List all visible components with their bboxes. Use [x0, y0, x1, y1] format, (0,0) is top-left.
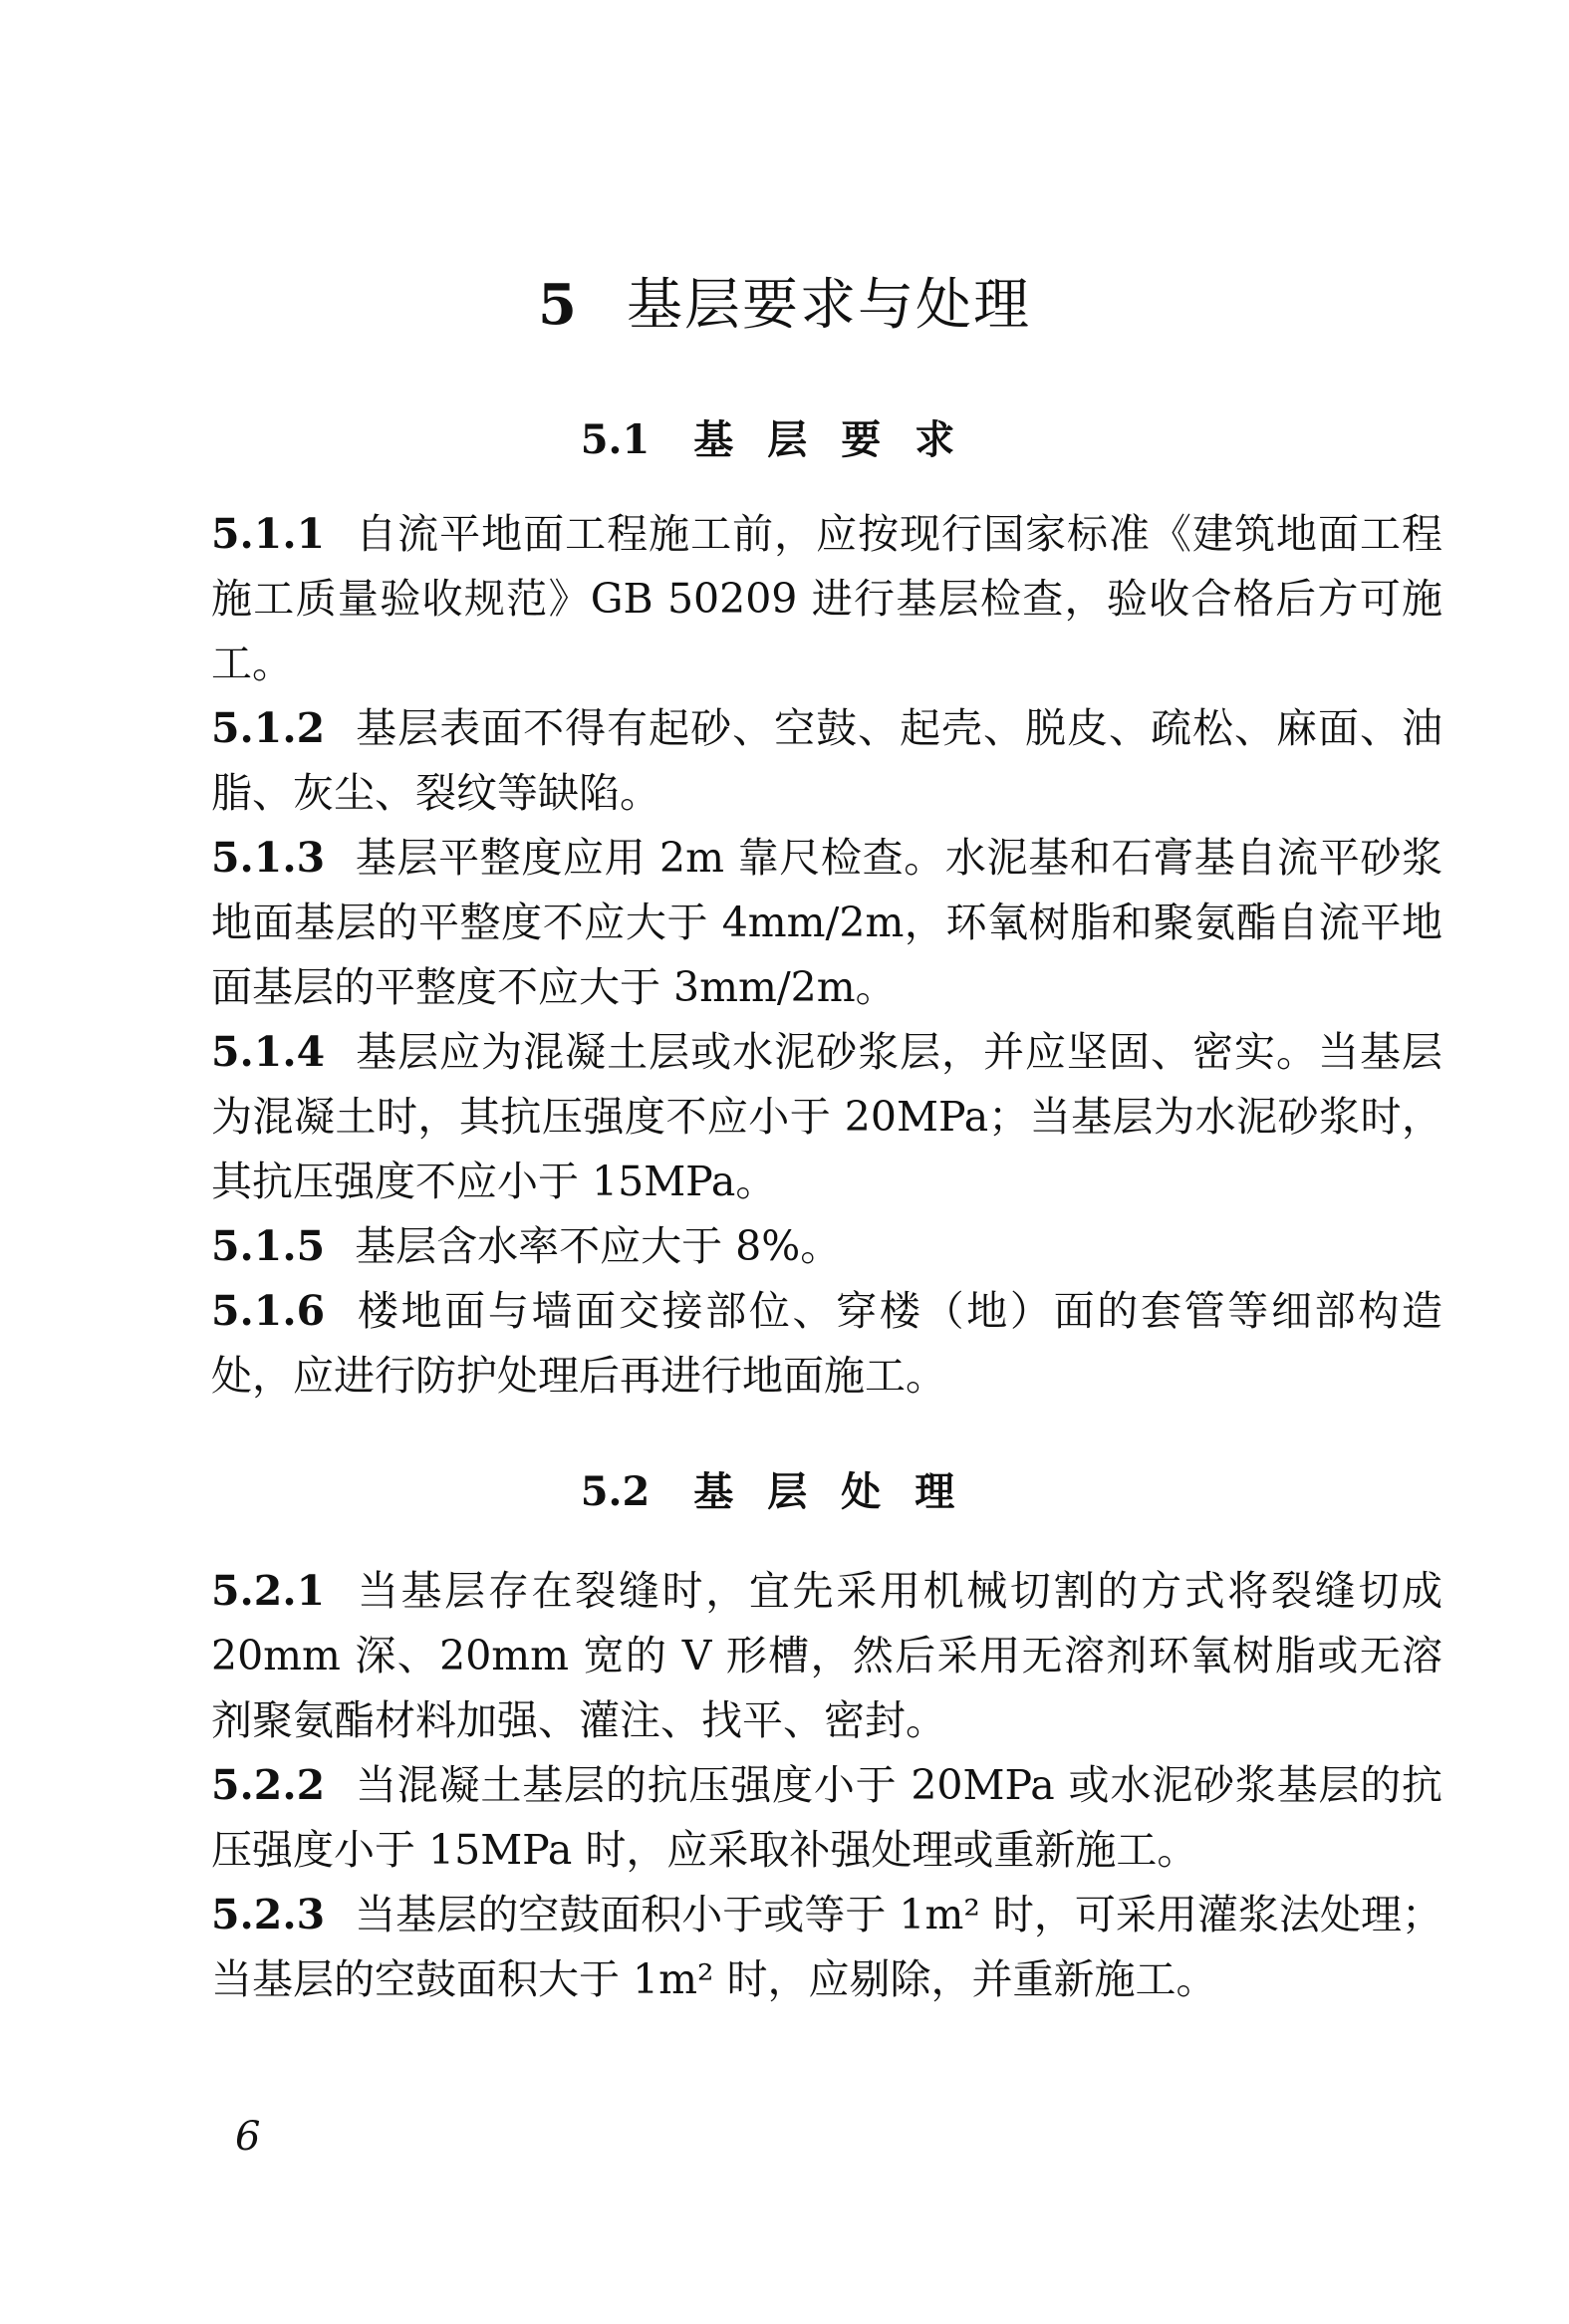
- clause-text: 基层应为混凝土层或水泥砂浆层，并应坚固、密实。当基层为混凝土时，其抗压强度不应小于 20MPa；当基层为水泥砂浆时，其抗压强度不应小于 15MPa。: [211, 1028, 1442, 1205]
- clause-5-1-6: [211, 1279, 1442, 1409]
- clause-text: 楼地面与墙面交接部位、穿楼（地）面的套管等细部构造处，应进行防护处理后再进行地面施工。: [211, 1287, 1442, 1400]
- clause-5-2-1: [211, 1559, 1442, 1753]
- clause-5-2-3: [211, 1883, 1442, 2012]
- clause-5-1-3: [211, 826, 1442, 1020]
- clause-5-2-2: [211, 1753, 1442, 1883]
- page-number: 6: [235, 2114, 261, 2160]
- section-title-5-2: [0, 1460, 1569, 1517]
- section-number: 5.2: [580, 1468, 651, 1515]
- chapter-title: [0, 261, 1569, 341]
- clause-number: 5.1.1: [211, 510, 326, 558]
- clause-number: 5.1.6: [211, 1287, 326, 1335]
- clause-5-1-4: [211, 1020, 1442, 1214]
- clause-number: 5.2.2: [211, 1761, 326, 1809]
- section-5-1-body: [211, 502, 1442, 1409]
- section-title-5-1: [0, 408, 1569, 465]
- clause-text: 基层表面不得有起砂、空鼓、起壳、脱皮、疏松、麻面、油脂、灰尘、裂纹等缺陷。: [211, 704, 1442, 817]
- clause-number: 5.2.3: [211, 1891, 326, 1938]
- clause-text: 当混凝土基层的抗压强度小于 20MPa 或水泥砂浆基层的抗压强度小于 15MPa 时，应采取补强处理或重新施工。: [211, 1761, 1442, 1874]
- clause-5-1-5: [211, 1214, 1442, 1279]
- clause-5-1-1: [211, 502, 1442, 696]
- clause-text: 当基层存在裂缝时，宜先采用机械切割的方式将裂缝切成 20mm 深、20mm 宽的 V 形槽，然后采用无溶剂环氧树脂或无溶剂聚氨酯材料加强、灌注、找平、密封。: [211, 1567, 1442, 1744]
- clause-text: 基层含水率不应大于 8%。: [355, 1222, 842, 1270]
- section-title-text: 基层处理: [693, 1468, 989, 1515]
- clause-number: 5.1.5: [211, 1222, 326, 1270]
- clause-number: 5.1.4: [211, 1028, 326, 1076]
- section-5-2-body: [211, 1559, 1442, 2012]
- section-number: 5.1: [580, 416, 651, 463]
- clause-text: 基层平整度应用 2m 靠尺检查。水泥基和石膏基自流平砂浆地面基层的平整度不应大于 4mm/2m，环氧树脂和聚氨酯自流平地面基层的平整度不应大于 3mm/2m。: [211, 834, 1442, 1011]
- clause-5-1-2: [211, 696, 1442, 826]
- chapter-title-text: 基层要求与处理: [626, 273, 1031, 338]
- clause-text: 自流平地面工程施工前，应按现行国家标准《建筑地面工程施工质量验收规范》GB 50209 进行基层检查，验收合格后方可施工。: [211, 510, 1442, 687]
- clause-number: 5.1.3: [211, 834, 326, 882]
- clause-text: 当基层的空鼓面积小于或等于 1m² 时，可采用灌浆法处理；当基层的空鼓面积大于 1m² 时，应剔除，并重新施工。: [211, 1891, 1442, 2003]
- chapter-number: 5: [538, 272, 579, 338]
- clause-number: 5.2.1: [211, 1567, 326, 1615]
- section-title-text: 基层要求: [693, 416, 989, 463]
- clause-number: 5.1.2: [211, 704, 326, 752]
